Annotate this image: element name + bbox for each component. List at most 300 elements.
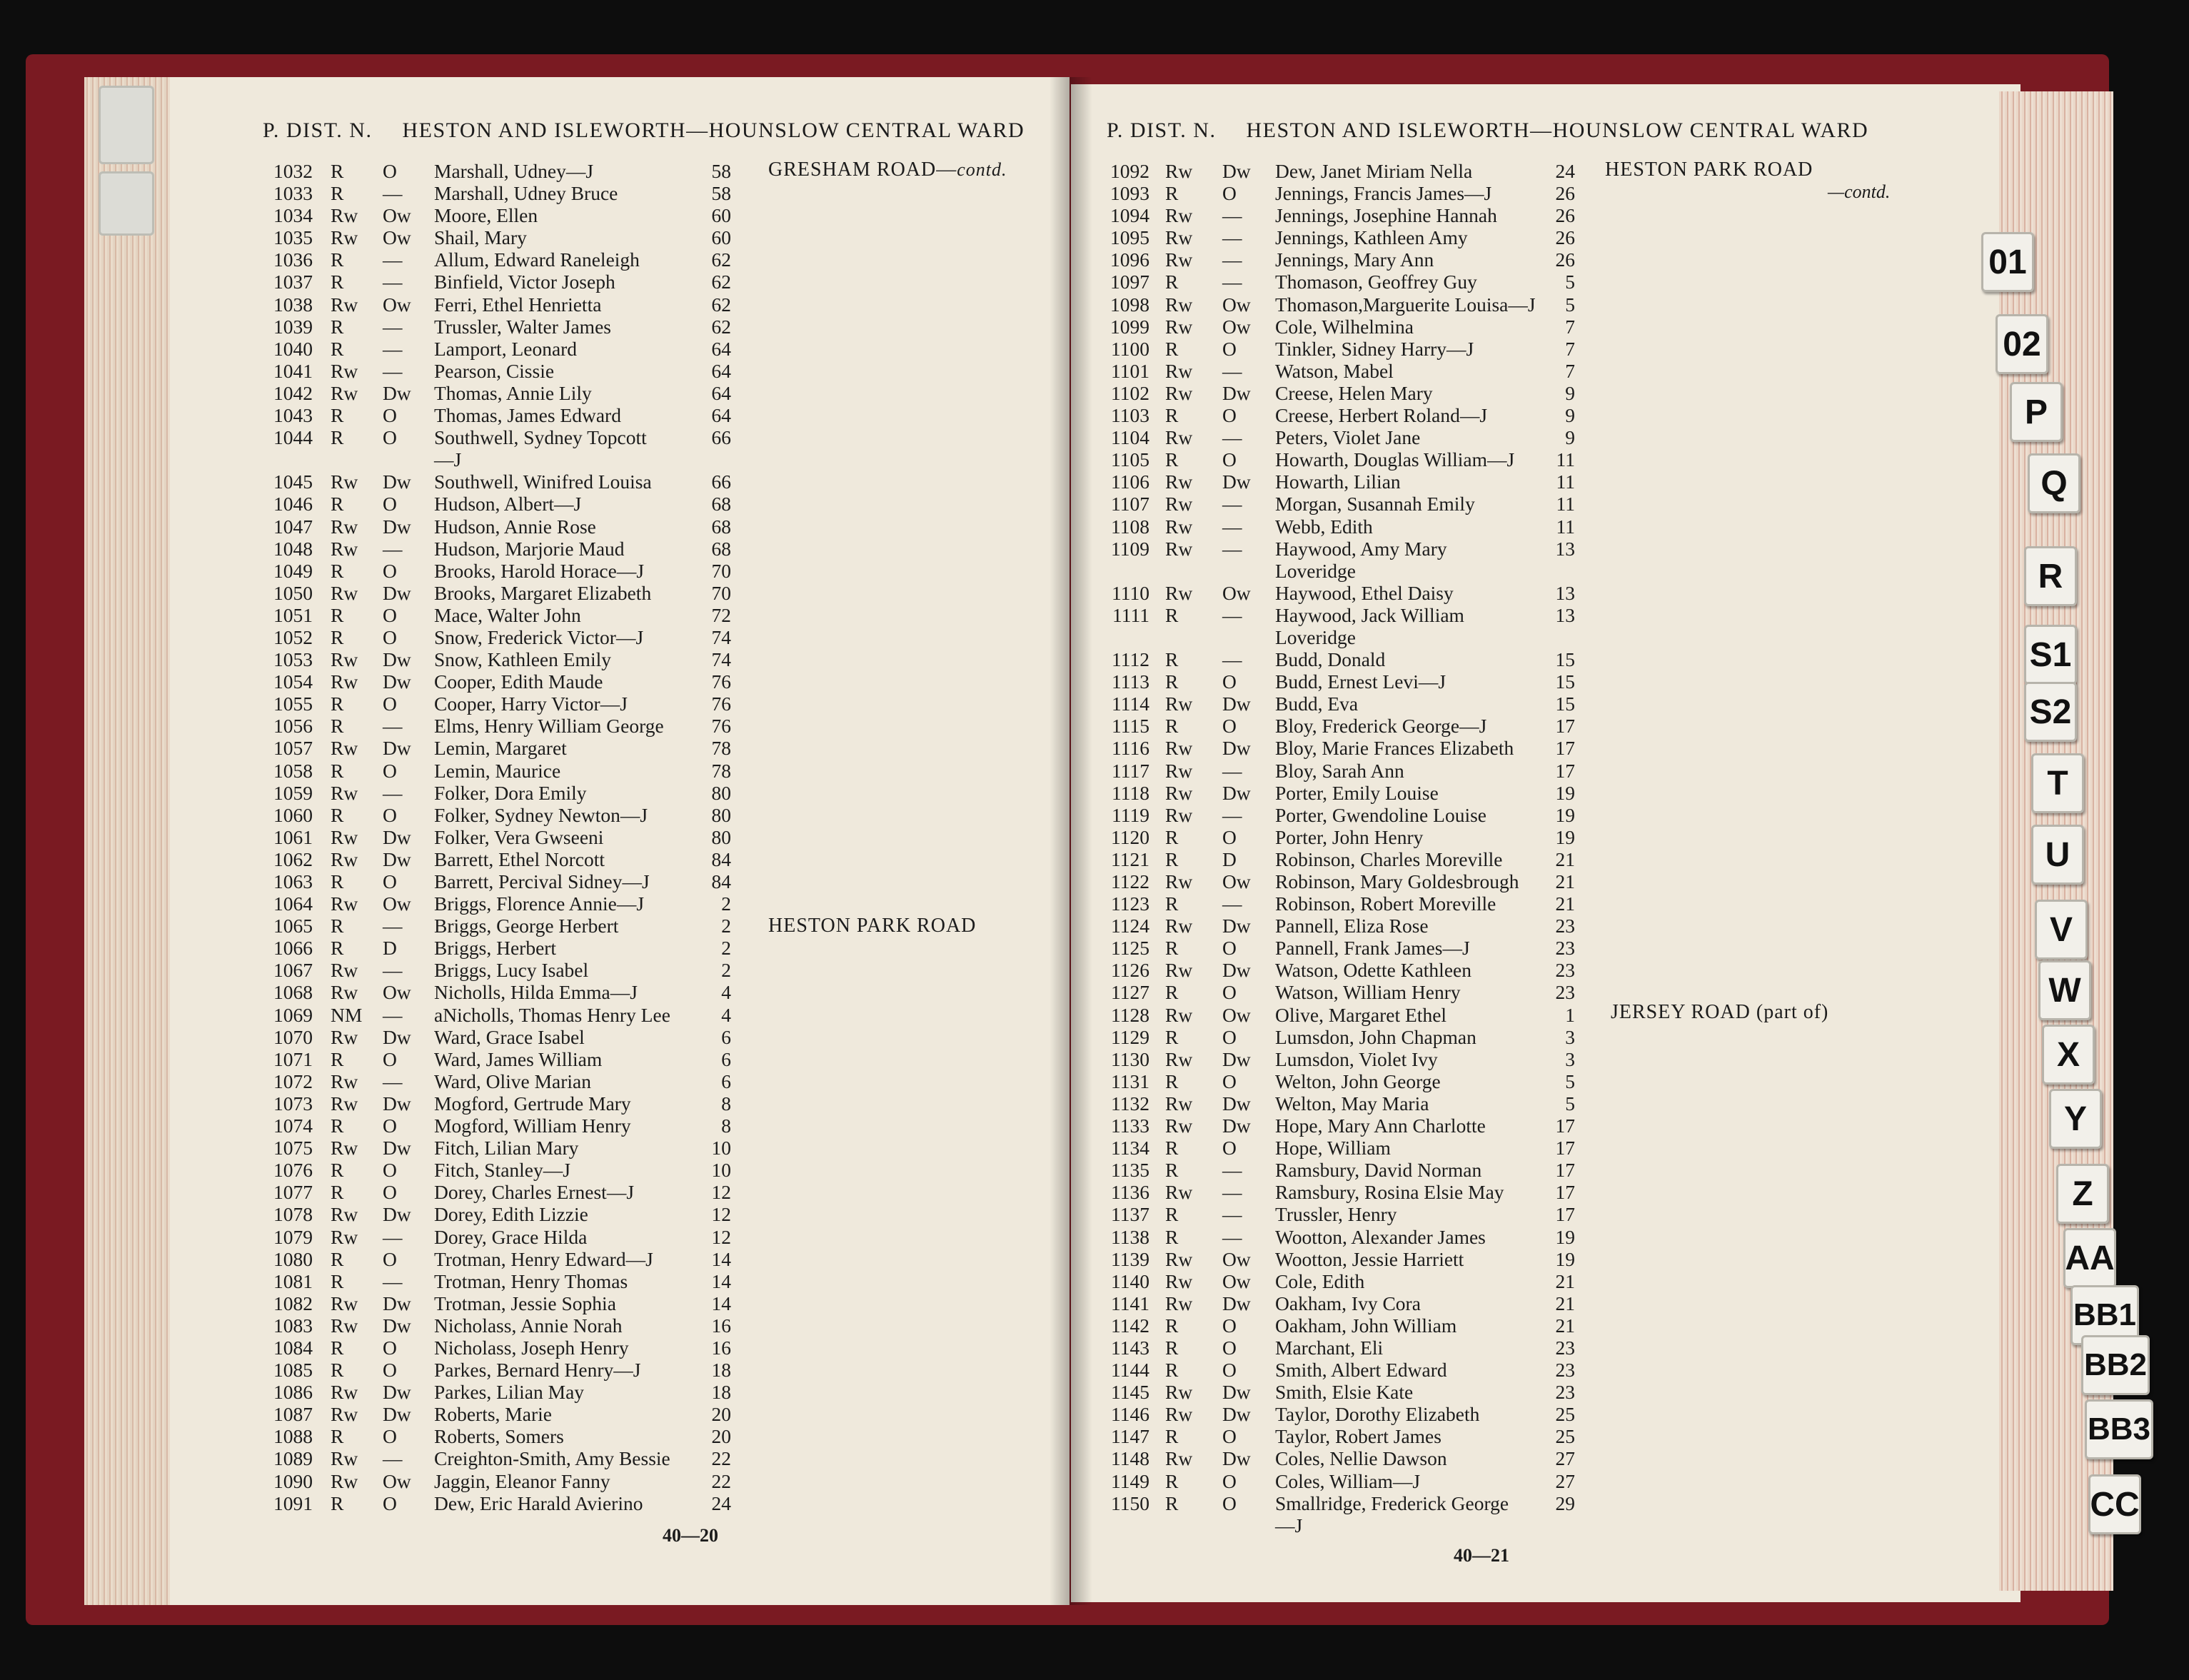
qualification-1: Rw <box>1165 1115 1193 1137</box>
elector-name: Ramsbury, Rosina Elsie May <box>1275 1181 1504 1204</box>
qualification-1: Rw <box>331 1403 358 1426</box>
elector-name: Nicholass, Joseph Henry <box>434 1336 629 1359</box>
qualification-2: — <box>1222 537 1242 560</box>
qualification-1: Rw <box>331 293 358 316</box>
elector-name: Barrett, Percival Sidney—J <box>434 870 650 892</box>
qualification-2: Dw <box>1222 160 1251 182</box>
house-number: 26 <box>1555 204 1575 227</box>
index-tab-s2[interactable]: S2 <box>2024 682 2077 742</box>
left-header-title: HESTON AND ISLEWORTH—HOUNSLOW CENTRAL WARD <box>402 119 1025 142</box>
qualification-2: Dw <box>1222 381 1251 404</box>
elector-name: Lumsdon, John Chapman <box>1275 1025 1476 1048</box>
qualification-1: R <box>331 315 344 338</box>
qualification-1: Rw <box>331 781 358 804</box>
qualification-2: — <box>383 248 403 271</box>
qualification-2: Dw <box>383 515 411 538</box>
qualification-2: O <box>1222 825 1237 848</box>
house-number: 19 <box>1555 803 1575 826</box>
house-number: 23 <box>1555 1359 1575 1382</box>
index-tab-v[interactable]: V <box>2035 900 2088 960</box>
entry-number: 1139 <box>1111 1247 1149 1270</box>
qualification-1: Rw <box>1165 1092 1193 1115</box>
qualification-1: Rw <box>1165 248 1193 271</box>
qualification-2: — <box>383 182 403 205</box>
qualification-1: R <box>331 937 344 960</box>
right-header <box>1107 119 1868 143</box>
house-number: 23 <box>1555 981 1575 1004</box>
entry-number: 1079 <box>273 1225 313 1248</box>
qualification-1: R <box>1165 1336 1179 1359</box>
house-number: 18 <box>711 1381 731 1404</box>
qualification-2: Dw <box>383 670 411 693</box>
entry-number: 1062 <box>273 847 313 870</box>
qualification-2: Ow <box>1222 870 1251 892</box>
index-tab-q[interactable]: Q <box>2028 453 2080 513</box>
elector-name: Moore, Ellen <box>434 204 538 227</box>
qualification-1: Rw <box>1165 1047 1193 1070</box>
qualification-1: Rw <box>331 515 358 538</box>
entry-number: 1044 <box>273 426 313 449</box>
house-number: 9 <box>1565 426 1575 449</box>
house-number: 5 <box>1565 271 1575 293</box>
index-tab-bb3[interactable]: BB3 <box>2085 1399 2153 1459</box>
index-tab-w[interactable]: W <box>2038 960 2091 1020</box>
house-number: 58 <box>711 182 731 205</box>
qualification-2: Ow <box>1222 1003 1251 1026</box>
entry-number: 1038 <box>273 293 313 316</box>
elector-name: Hudson, Marjorie Maud <box>434 537 625 560</box>
entry-number: 1090 <box>273 1469 313 1492</box>
index-tab-cc[interactable]: CC <box>2088 1474 2141 1534</box>
elector-name: —J <box>1275 1514 1303 1536</box>
elector-name: Hudson, Annie Rose <box>434 515 596 538</box>
entry-number: 1102 <box>1111 381 1149 404</box>
index-tab-y[interactable]: Y <box>2049 1089 2102 1149</box>
house-number: 3 <box>1565 1047 1575 1070</box>
elector-name: aNicholls, Thomas Henry Lee <box>434 1003 670 1026</box>
right-header-title: HESTON AND ISLEWORTH—HOUNSLOW CENTRAL WARD <box>1246 119 1869 142</box>
house-number: 26 <box>1555 226 1575 249</box>
qualification-2: Dw <box>383 581 411 604</box>
elector-name: Smith, Albert Edward <box>1275 1359 1447 1382</box>
elector-name: Creese, Helen Mary <box>1275 381 1433 404</box>
house-number: 12 <box>711 1203 731 1226</box>
index-tab-aa[interactable]: AA <box>2063 1228 2116 1288</box>
entry-number: 1136 <box>1111 1181 1149 1204</box>
elector-name: Ward, Olive Marian <box>434 1070 591 1092</box>
elector-name: Ward, James William <box>434 1047 603 1070</box>
entry-number: 1137 <box>1111 1203 1149 1226</box>
elector-name: Parkes, Bernard Henry—J <box>434 1359 641 1382</box>
qualification-2: O <box>1222 337 1237 360</box>
qualification-1: R <box>1165 337 1179 360</box>
qualification-1: Rw <box>1165 915 1193 937</box>
qualification-2: — <box>383 1003 403 1026</box>
elector-name: Trotman, Henry Edward—J <box>434 1247 653 1270</box>
elector-name: Snow, Frederick Victor—J <box>434 625 644 648</box>
entry-number: 1088 <box>273 1425 313 1448</box>
qualification-1: Rw <box>331 648 358 671</box>
index-tab-bb1[interactable]: BB1 <box>2070 1285 2139 1345</box>
entry-number: 1134 <box>1111 1137 1149 1160</box>
qualification-1: Rw <box>1165 693 1193 715</box>
house-number: 15 <box>1555 670 1575 693</box>
entry-number: 1140 <box>1111 1269 1149 1292</box>
house-number: 8 <box>721 1115 731 1137</box>
qualification-1: R <box>331 271 344 293</box>
elector-name: Ward, Grace Isabel <box>434 1025 585 1048</box>
house-number: 84 <box>711 847 731 870</box>
qualification-2: Dw <box>383 1381 411 1404</box>
entry-number: 1037 <box>273 271 313 293</box>
entry-number: 1073 <box>273 1092 313 1115</box>
entry-number: 1032 <box>273 160 313 182</box>
qualification-2: — <box>383 1225 403 1248</box>
right-header-dist: P. DIST. N. <box>1107 119 1217 142</box>
qualification-2: Dw <box>1222 1447 1251 1470</box>
qualification-2: — <box>383 1447 403 1470</box>
qualification-1: R <box>1165 1469 1179 1492</box>
entry-number: 1092 <box>1110 160 1149 182</box>
qualification-2: Dw <box>383 847 411 870</box>
elector-name: Mogford, Gertrude Mary <box>434 1092 631 1115</box>
entry-number: 1055 <box>273 693 313 715</box>
qualification-2: O <box>1222 670 1237 693</box>
elector-name: Trussler, Henry <box>1275 1203 1397 1226</box>
qualification-1: Rw <box>331 1225 358 1248</box>
entry-number: 1083 <box>273 1314 313 1337</box>
house-number: 12 <box>711 1181 731 1204</box>
qualification-1: R <box>1165 1025 1179 1048</box>
house-number: 26 <box>1555 248 1575 271</box>
qualification-2: — <box>1222 248 1242 271</box>
qualification-1: R <box>1165 937 1179 960</box>
entry-number: 1096 <box>1110 248 1149 271</box>
elector-name: Ramsbury, David Norman <box>1275 1159 1482 1182</box>
house-number: 13 <box>1555 537 1575 560</box>
elector-name: Folker, Dora Emily <box>434 781 587 804</box>
qualification-1: R <box>1165 825 1179 848</box>
qualification-2: Dw <box>383 381 411 404</box>
qualification-1: Rw <box>1165 493 1193 515</box>
qualification-2: — <box>383 359 403 382</box>
elector-name: Jennings, Kathleen Amy <box>1275 226 1468 249</box>
qualification-2: — <box>383 781 403 804</box>
qualification-2: O <box>383 1336 397 1359</box>
house-number: 5 <box>1565 293 1575 316</box>
entry-number: 1122 <box>1111 870 1149 892</box>
qualification-1: Rw <box>331 537 358 560</box>
entry-number: 1113 <box>1112 670 1149 693</box>
house-number: 19 <box>1555 1247 1575 1270</box>
entry-number: 1097 <box>1110 271 1149 293</box>
house-number: 4 <box>721 1003 731 1026</box>
house-number: 5 <box>1565 1070 1575 1092</box>
house-number: 23 <box>1555 1381 1575 1404</box>
qualification-2: — <box>383 915 403 937</box>
elector-name: Budd, Donald <box>1275 648 1386 671</box>
index-tab-r[interactable]: R <box>2024 546 2077 606</box>
elector-name: Fitch, Stanley—J <box>434 1159 570 1182</box>
qualification-1: R <box>331 160 344 182</box>
entry-number: 1116 <box>1112 737 1149 760</box>
entry-number: 1112 <box>1112 648 1149 671</box>
entry-number: 1053 <box>273 648 313 671</box>
entry-number: 1111 <box>1112 603 1149 626</box>
qualification-1: R <box>1165 1203 1179 1226</box>
index-tab-t[interactable]: T <box>2031 753 2084 813</box>
qualification-2: O <box>1222 1492 1237 1514</box>
qualification-2: — <box>383 337 403 360</box>
qualification-2: Dw <box>383 471 411 493</box>
entry-number: 1036 <box>273 248 313 271</box>
qualification-1: Rw <box>331 1314 358 1337</box>
house-number: 8 <box>721 1092 731 1115</box>
house-number: 18 <box>711 1359 731 1382</box>
entry-number: 1061 <box>273 825 313 848</box>
qualification-1: R <box>1165 1137 1179 1160</box>
house-number: 16 <box>711 1314 731 1337</box>
entry-number: 1132 <box>1111 1092 1149 1115</box>
qualification-2: O <box>1222 1314 1237 1337</box>
right-street-jersey: JERSEY ROAD (part of) <box>1611 1001 1829 1023</box>
house-number: 80 <box>711 781 731 804</box>
elector-name: Olive, Margaret Ethel <box>1275 1003 1447 1026</box>
elector-name: Pannell, Frank James—J <box>1275 937 1470 960</box>
qualification-1: R <box>331 337 344 360</box>
qualification-1: R <box>331 1269 344 1292</box>
entry-number: 1095 <box>1110 226 1149 249</box>
qualification-2: — <box>1222 271 1242 293</box>
house-number: 80 <box>711 803 731 826</box>
qualification-1: R <box>331 759 344 782</box>
elector-name: Mogford, William Henry <box>434 1115 631 1137</box>
house-number: 14 <box>711 1247 731 1270</box>
house-number: 62 <box>711 315 731 338</box>
qualification-2: Dw <box>383 1403 411 1426</box>
qualification-2: O <box>1222 1359 1237 1382</box>
elector-name: Oakham, Ivy Cora <box>1275 1292 1421 1314</box>
house-number: 14 <box>711 1269 731 1292</box>
qualification-2: Dw <box>1222 1381 1251 1404</box>
qualification-2: O <box>383 493 397 515</box>
qualification-1: R <box>1165 1425 1179 1448</box>
elector-name: Briggs, Herbert <box>434 937 557 960</box>
house-number: 64 <box>711 381 731 404</box>
qualification-2: Ow <box>383 226 411 249</box>
house-number: 21 <box>1555 892 1575 915</box>
qualification-1: R <box>331 1047 344 1070</box>
qualification-2: Ow <box>1222 1247 1251 1270</box>
qualification-1: R <box>331 182 344 205</box>
house-number: 23 <box>1555 915 1575 937</box>
house-number: 11 <box>1556 471 1575 493</box>
qualification-2: Dw <box>1222 781 1251 804</box>
house-number: 64 <box>711 337 731 360</box>
index-tab-s1[interactable]: S1 <box>2024 625 2077 685</box>
qualification-1: R <box>1165 981 1179 1004</box>
house-number: 6 <box>721 1025 731 1048</box>
qualification-1: Rw <box>331 892 358 915</box>
entry-number: 1067 <box>273 959 313 982</box>
house-number: 23 <box>1555 959 1575 982</box>
index-tab-02[interactable]: 02 <box>1996 314 2048 374</box>
house-number: 68 <box>711 537 731 560</box>
index-tab-x[interactable]: X <box>2042 1025 2095 1085</box>
qualification-2: Dw <box>1222 959 1251 982</box>
entry-number: 1070 <box>273 1025 313 1048</box>
elector-name: Briggs, Florence Annie—J <box>434 892 645 915</box>
qualification-2: Ow <box>1222 293 1251 316</box>
entry-number: 1033 <box>273 182 313 205</box>
entry-number: 1106 <box>1111 471 1149 493</box>
qualification-1: Rw <box>1165 1292 1193 1314</box>
entry-number: 1040 <box>273 337 313 360</box>
left-header <box>263 119 1025 143</box>
house-number: 15 <box>1555 648 1575 671</box>
elector-name: Budd, Ernest Levi—J <box>1275 670 1446 693</box>
entry-number: 1119 <box>1112 803 1149 826</box>
qualification-1: R <box>1165 847 1179 870</box>
qualification-1: Rw <box>331 1137 358 1160</box>
index-tab-bb2[interactable]: BB2 <box>2081 1335 2150 1395</box>
entry-number: 1082 <box>273 1292 313 1314</box>
house-number: 17 <box>1555 1181 1575 1204</box>
house-number: 24 <box>1555 160 1575 182</box>
house-number: 23 <box>1555 937 1575 960</box>
qualification-1: R <box>331 1336 344 1359</box>
elector-name: Folker, Vera Gwseeni <box>434 825 604 848</box>
right-page <box>1071 84 2021 1602</box>
qualification-1: Rw <box>331 381 358 404</box>
qualification-2: Dw <box>383 1137 411 1160</box>
house-number: 68 <box>711 493 731 515</box>
entry-number: 1091 <box>273 1492 313 1514</box>
entry-number: 1123 <box>1111 892 1149 915</box>
house-number: 76 <box>711 670 731 693</box>
house-number: 76 <box>711 715 731 738</box>
entry-number: 1034 <box>273 204 313 227</box>
entry-number: 1114 <box>1112 693 1149 715</box>
entry-number: 1125 <box>1111 937 1149 960</box>
entry-number: 1051 <box>273 603 313 626</box>
house-number: 62 <box>711 248 731 271</box>
qualification-2: Dw <box>383 737 411 760</box>
elector-name: Thomas, James Edward <box>434 404 621 427</box>
house-number: 7 <box>1565 359 1575 382</box>
qualification-1: R <box>1165 648 1179 671</box>
elector-name: Loveridge <box>1275 625 1357 648</box>
elector-name: Taylor, Dorothy Elizabeth <box>1275 1403 1480 1426</box>
qualification-2: O <box>1222 1336 1237 1359</box>
binder-clip-lower <box>99 171 154 236</box>
entry-number: 1057 <box>273 737 313 760</box>
entry-number: 1124 <box>1111 915 1149 937</box>
index-tab-z[interactable]: Z <box>2056 1164 2109 1224</box>
qualification-1: R <box>331 870 344 892</box>
elector-name: Shail, Mary <box>434 226 527 249</box>
elector-name: Lemin, Maurice <box>434 759 561 782</box>
qualification-1: R <box>1165 670 1179 693</box>
elector-name: Folker, Sydney Newton—J <box>434 803 648 826</box>
house-number: 78 <box>711 759 731 782</box>
house-number: 21 <box>1555 1314 1575 1337</box>
qualification-1: R <box>1165 404 1179 427</box>
house-number: 22 <box>711 1447 731 1470</box>
entry-number: 1078 <box>273 1203 313 1226</box>
elector-name: Pearson, Cissie <box>434 359 555 382</box>
qualification-2: O <box>383 625 397 648</box>
house-number: 4 <box>721 981 731 1004</box>
index-tab-u[interactable]: U <box>2031 825 2084 885</box>
qualification-1: R <box>331 1425 344 1448</box>
entry-number: 1041 <box>273 359 313 382</box>
qualification-2: O <box>1222 1070 1237 1092</box>
qualification-1: R <box>331 1359 344 1382</box>
qualification-2: O <box>383 1181 397 1204</box>
qualification-2: O <box>1222 182 1237 205</box>
qualification-2: Dw <box>1222 471 1251 493</box>
qualification-1: R <box>331 915 344 937</box>
right-contd: —contd. <box>1828 181 1891 202</box>
house-number: 74 <box>711 625 731 648</box>
qualification-2: — <box>1222 1159 1242 1182</box>
qualification-2: — <box>1222 359 1242 382</box>
house-number: 19 <box>1555 825 1575 848</box>
entry-number: 1115 <box>1112 715 1149 738</box>
qualification-1: R <box>331 803 344 826</box>
entry-number: 1145 <box>1111 1381 1149 1404</box>
house-number: 27 <box>1555 1447 1575 1470</box>
elector-name: Loveridge <box>1275 559 1357 582</box>
elector-name: Thomas, Annie Lily <box>434 381 592 404</box>
elector-name: Peters, Violet Jane <box>1275 426 1421 449</box>
qualification-2: Ow <box>383 204 411 227</box>
house-number: 25 <box>1555 1403 1575 1426</box>
qualification-1: Rw <box>331 847 358 870</box>
elector-name: Briggs, Lucy Isabel <box>434 959 589 982</box>
elector-name: Watson, Mabel <box>1275 359 1394 382</box>
elector-name: Hope, Mary Ann Charlotte <box>1275 1115 1486 1137</box>
elector-name: Howarth, Douglas William—J <box>1275 448 1515 471</box>
elector-name: Cole, Edith <box>1275 1269 1365 1292</box>
house-number: 2 <box>721 915 731 937</box>
house-number: 66 <box>711 426 731 449</box>
entry-number: 1059 <box>273 781 313 804</box>
qualification-1: Rw <box>1165 426 1193 449</box>
qualification-1: Rw <box>1165 737 1193 760</box>
house-number: 3 <box>1565 1025 1575 1048</box>
elector-name: Bloy, Marie Frances Elizabeth <box>1275 737 1514 760</box>
index-tab-p[interactable]: P <box>2010 382 2063 442</box>
elector-name: Hope, William <box>1275 1137 1391 1160</box>
elector-name: Bloy, Frederick George—J <box>1275 715 1487 738</box>
elector-name: Robinson, Robert Moreville <box>1275 892 1496 915</box>
elector-name: Lamport, Leonard <box>434 337 578 360</box>
entry-number: 1109 <box>1111 537 1149 560</box>
left-street-heston-park: HESTON PARK ROAD <box>768 915 977 937</box>
qualification-2: — <box>383 715 403 738</box>
house-number: 66 <box>711 471 731 493</box>
elector-name: Coles, William—J <box>1275 1469 1421 1492</box>
entry-number: 1121 <box>1111 847 1149 870</box>
elector-name: Brooks, Harold Horace—J <box>434 559 645 582</box>
index-tab-01[interactable]: 01 <box>1981 232 2034 292</box>
qualification-2: — <box>1222 603 1242 626</box>
qualification-2: Dw <box>1222 737 1251 760</box>
qualification-2: Dw <box>383 825 411 848</box>
elector-name: Tinkler, Sidney Harry—J <box>1275 337 1474 360</box>
